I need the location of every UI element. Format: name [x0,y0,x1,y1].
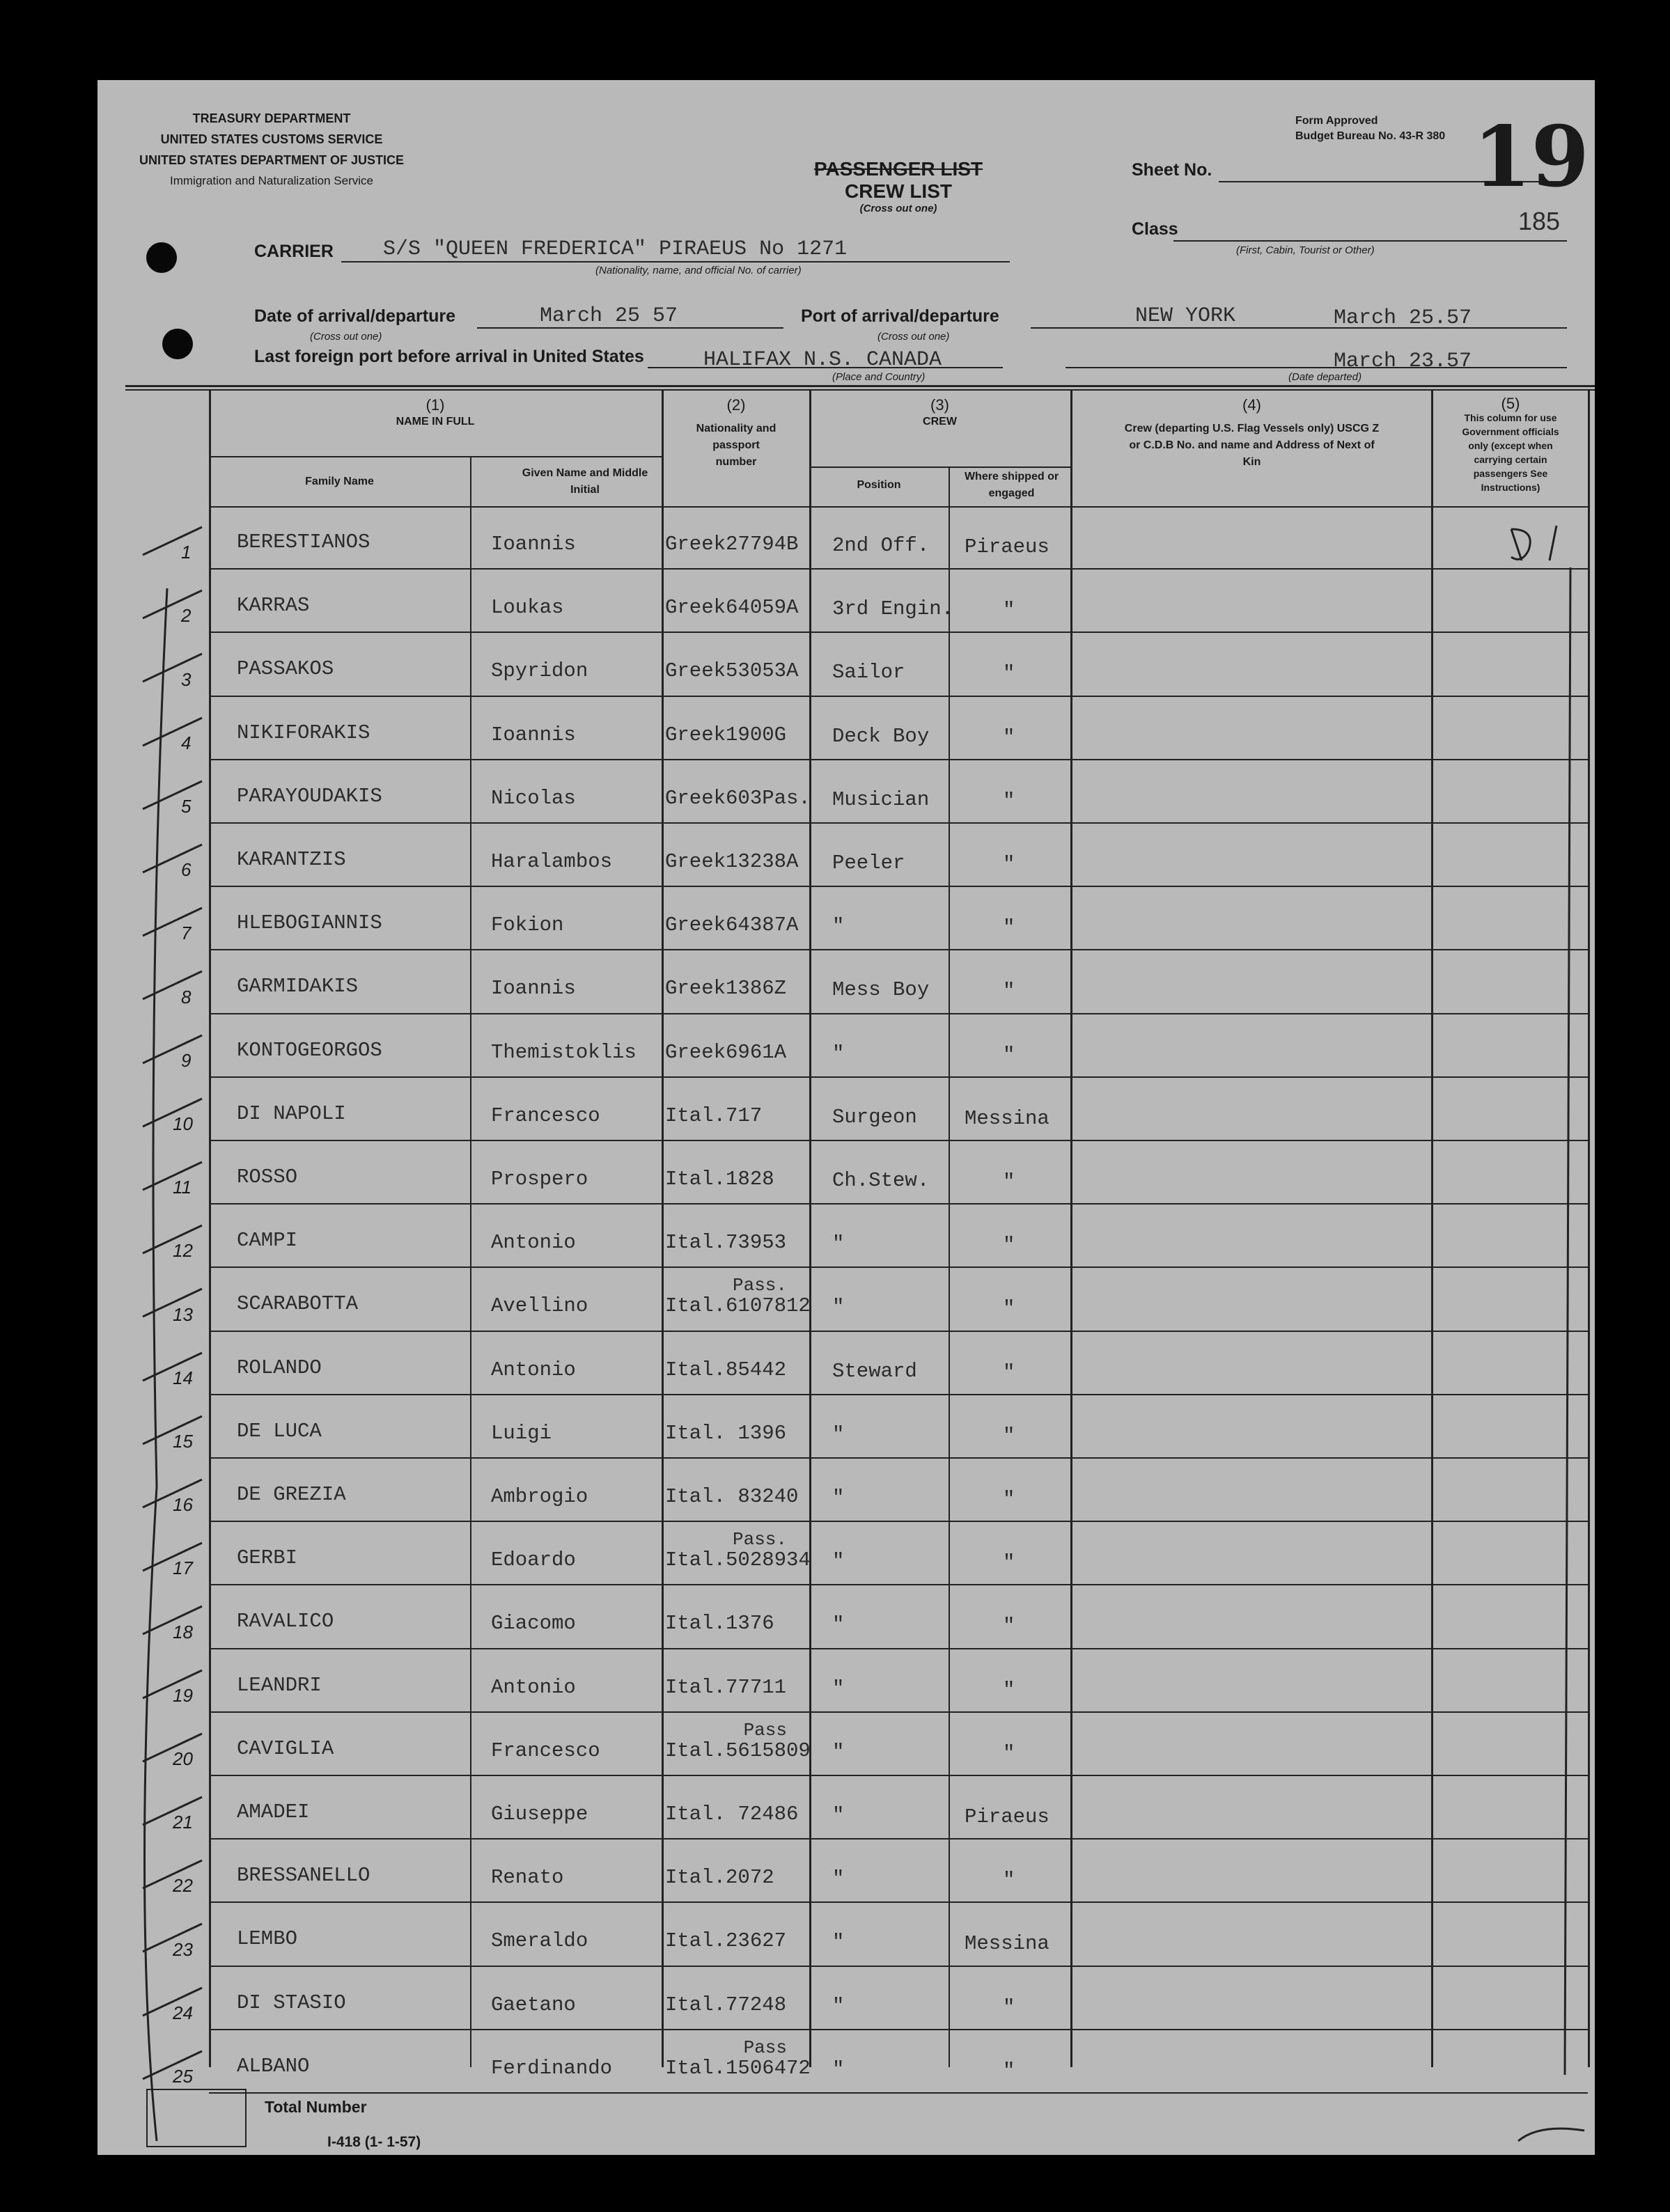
nationality-passport-cell: Ital.5615809 [665,1739,811,1762]
passport-note: Pass [743,2037,787,2058]
row-number: 11 [173,1177,192,1198]
family-name-cell: KONTOGEORGOS [237,1038,382,1062]
row-line [209,1775,1588,1776]
nationality-passport-cell: Ital.85442 [665,1358,787,1381]
row-line [209,1394,1588,1395]
table-top-line-2 [125,389,1595,391]
row-line [209,1711,1588,1713]
total-number-label: Total Number [265,2098,367,2116]
col-number: (2) [726,396,746,414]
shipped-cell: " [1003,1678,1015,1702]
family-name-cell: ROLANDO [237,1356,322,1379]
nationality-passport-cell: Ital.77248 [665,1993,787,2016]
family-name-cell: LEANDRI [237,1673,322,1697]
row-line [209,1457,1588,1459]
given-name-cell: Ioannis [491,723,576,746]
shipped-cell: " [1003,1424,1015,1448]
form-approved-line: Budget Bureau No. 43-R 380 [1295,130,1446,142]
row-line [209,1966,1588,1967]
row-number: 2 [181,605,192,627]
family-name-cell: NIKIFORAKIS [237,721,370,744]
sheet-no-label: Sheet No. [1132,160,1212,180]
given-name-cell: Fokion [491,913,564,937]
given-name-cell: Loukas [491,596,564,620]
row-line [209,1331,1588,1332]
row-line [209,1013,1588,1014]
carrier-line [341,261,1010,262]
row-line [209,822,1588,824]
row-line [209,1076,1588,1078]
col-title: CREW [923,416,957,428]
position-cell: Sailor [832,661,905,684]
nationality-passport-cell: Ital.23627 [665,1929,787,1953]
col-3-header [809,397,1070,430]
given-name-cell: Giuseppe [491,1803,588,1826]
family-name-header: Family Name [305,476,374,487]
depart-date: March 23.57 [1334,350,1472,373]
passport-note: Pass. [732,1529,787,1551]
family-name-cell: ALBANO [237,2054,310,2078]
nationality-passport-cell: Ital. 83240 [665,1485,799,1508]
shipped-cell: Piraeus [965,1805,1049,1828]
nationality-passport-cell: Ital. 72486 [665,1803,799,1826]
given-name-cell: Avellino [491,1294,588,1318]
col-title: Crew (departing U.S. Flag Vessels only) USCG Z or C.D.B No. and name and Address of Next of Kin [1124,423,1380,468]
subheader-line [809,466,1072,468]
port-value: NEW YORK [1135,304,1236,328]
row-line [209,1838,1588,1840]
arrival-date-label: Date of arrival/departure [254,306,455,326]
row-line [209,1203,1588,1205]
row-number: 4 [181,732,192,753]
shipped-cell: Piraeus [965,535,1049,558]
table-top-line [125,385,1595,387]
row-line [209,568,1588,570]
position-cell: " [832,1677,845,1700]
arrival-date-note: (Cross out one) [310,331,382,343]
punch-hole [146,242,177,273]
shipped-cell: " [1003,1741,1015,1765]
shipped-cell: " [1003,1551,1015,1575]
given-name-cell: Spyridon [491,659,588,683]
class-line [1173,240,1567,242]
row-number: 22 [173,1875,193,1897]
family-name-cell: CAVIGLIA [237,1736,334,1760]
position-cell: " [832,1804,845,1827]
nationality-passport-cell: Greek603Pas. [665,786,811,810]
port-note: (Cross out one) [877,331,950,343]
sheet-no-value: 19 [1473,108,1589,206]
row-number: 7 [181,923,192,944]
nationality-passport-cell: Ital.1506472 [665,2056,811,2080]
family-name-cell: RAVALICO [237,1610,334,1633]
given-name-cell: Francesco [491,1104,600,1127]
nationality-passport-cell: Greek13238A [665,850,799,873]
col-2-header [663,397,809,471]
given-name-cell: Francesco [491,1739,600,1762]
family-name-cell: KARRAS [237,594,310,618]
position-cell: " [832,1613,845,1637]
nationality-passport-cell: Ital.2072 [665,1866,774,1890]
position-cell: " [832,1232,845,1256]
port-label: Port of arrival/departure [801,306,999,326]
given-name-cell: Gaetano [491,1993,576,2016]
given-name-cell: Nicolas [491,786,576,810]
position-cell: Ch.Stew. [832,1169,930,1192]
row-line [209,1584,1588,1585]
shipped-cell: " [1003,662,1015,686]
col-title: Nationality and passport number [696,423,777,468]
port-line [1031,327,1567,329]
depart-date-line [1066,367,1567,368]
shipped-cell: Messina [965,1932,1049,1956]
shipped-cell: " [1003,1488,1015,1511]
row-number: 23 [173,1938,193,1960]
col-number: (1) [426,396,445,414]
nationality-passport-cell: Greek1386Z [665,977,787,1001]
tally-tick [136,520,212,562]
given-name-header: Given Name and Middle Initial [522,467,648,496]
shipped-cell: " [1003,1043,1015,1067]
header-bottom-line [209,506,1588,508]
shipped-cell: " [1003,1869,1015,1892]
last-port-note: (Place and Country) [832,371,926,383]
position-cell: " [832,1994,845,2018]
position-cell: " [832,1042,845,1065]
col-title: NAME IN FULL [396,416,475,428]
given-name-cell: Antonio [491,1231,576,1255]
family-name-cell: DI STASIO [237,1991,346,2014]
row-number: 9 [181,1049,192,1071]
family-name-cell: AMADEI [237,1801,310,1823]
shipped-cell: " [1003,980,1015,1003]
given-name-cell: Renato [491,1866,564,1890]
family-name-cell: GERBI [237,1546,298,1570]
family-name-cell: LEMBO [237,1927,298,1951]
subheader-line [209,456,663,457]
row-line [209,1140,1588,1141]
col-divider [470,456,471,2067]
nationality-passport-cell: Greek27794B [665,533,799,556]
row-line [209,2092,1588,2094]
arrival-date-value: March 25 57 [540,304,678,328]
position-cell: " [832,1867,845,1891]
shipped-cell: " [1003,1170,1015,1193]
last-port-label: Last foreign port before arrival in United States [254,347,644,366]
position-cell: Musician [832,787,930,811]
row-line [209,949,1588,950]
nationality-passport-cell: Ital. 1396 [665,1421,787,1445]
shipped-cell: " [1003,1995,1015,2019]
class-value: 185 [1518,207,1561,235]
row-line [209,2029,1588,2030]
position-cell: " [832,915,845,939]
punch-hole [162,329,193,359]
shipped-cell: " [1003,916,1015,940]
col-number: (3) [930,396,949,414]
family-name-cell: DI NAPOLI [237,1101,346,1125]
form-approved-line: Form Approved [1295,115,1378,127]
nationality-passport-cell: Ital.1828 [665,1168,774,1191]
passport-note: Pass. [732,1275,787,1296]
crew-list-title: CREW LIST [845,180,952,202]
class-label: Class [1132,219,1178,239]
row-line [209,886,1588,887]
passport-note: Pass [743,1719,787,1741]
shipped-cell: " [1003,1234,1015,1257]
shipped-header: Where shipped or engaged [964,471,1059,499]
row-line [209,632,1588,633]
tally-bracket [125,581,174,2155]
position-cell: " [832,1550,845,1574]
agency-line: TREASURY DEPARTMENT [192,111,351,125]
family-name-cell: CAMPI [237,1229,298,1253]
family-name-cell: BRESSANELLO [237,1864,370,1888]
given-name-cell: Prospero [491,1168,588,1191]
row-line [209,1266,1588,1268]
family-name-cell: DE GREZIA [237,1483,346,1506]
position-header: Position [857,479,901,491]
shipped-cell: " [1003,725,1015,749]
position-cell: " [832,1487,845,1509]
carrier-label: CARRIER [254,242,334,261]
position-cell: 2nd Off. [832,534,930,557]
row-number: 12 [173,1240,193,1262]
col-title: This column for use Government officials only (except when carrying certain passengers See Instructions) [1462,412,1559,493]
row-number: 13 [173,1303,193,1325]
given-name-cell: Giacomo [491,1612,576,1636]
position-cell: Mess Boy [832,978,930,1002]
col-1-header [209,397,662,430]
class-note: (First, Cabin, Tourist or Other) [1236,244,1375,256]
total-number-box [146,2089,247,2147]
official-check-mark [1435,508,1595,2165]
row-line [209,696,1588,697]
given-name-cell: Ioannis [491,977,576,1001]
nationality-passport-cell: Greek1900G [665,723,787,746]
port-date: March 25.57 [1334,306,1472,330]
given-name-cell: Ioannis [491,533,576,556]
position-cell: " [832,1740,845,1764]
given-name-cell: Edoardo [491,1548,576,1572]
nationality-passport-cell: Greek64387A [665,913,799,937]
row-line [209,1648,1588,1649]
position-cell: Steward [832,1359,917,1383]
row-number: 3 [181,668,192,690]
given-name-cell: Themistoklis [491,1040,637,1064]
family-name-cell: HLEBOGIANNIS [237,911,382,935]
agency-line: UNITED STATES DEPARTMENT OF JUSTICE [139,153,405,167]
row-number: 24 [173,2002,193,2023]
agency-header [139,108,404,191]
position-cell: " [832,1931,845,1954]
shipped-cell: " [1003,789,1015,813]
shipped-cell: " [1003,853,1015,876]
row-number: 21 [173,1812,193,1833]
col-number: (5) [1501,395,1520,412]
given-name-cell: Antonio [491,1675,576,1699]
given-name-cell: Luigi [491,1421,552,1445]
given-name-cell: Antonio [491,1358,576,1381]
manifest-sheet [97,80,1595,2155]
row-number: 8 [181,986,192,1007]
depart-date-note: (Date departed) [1288,371,1362,383]
carrier-note: (Nationality, name, and official No. of carrier) [595,265,802,276]
carrier-value: S/S "QUEEN FREDERICA" PIRAEUS No 1271 [383,237,848,261]
row-number: 14 [173,1367,193,1388]
nationality-passport-cell: Ital.77711 [665,1675,787,1699]
position-cell: Surgeon [832,1105,917,1129]
form-approved [1295,113,1445,144]
title-note: (Cross out one) [859,203,937,214]
family-name-cell: PASSAKOS [237,657,334,681]
row-number: 6 [181,859,192,881]
shipped-cell: " [1003,1360,1015,1384]
row-line [209,1521,1588,1522]
row-number: 18 [173,1621,193,1642]
col-divider [1431,389,1433,2067]
row-number: 16 [173,1494,193,1516]
col-5-header [1433,397,1588,494]
family-name-cell: DE LUCA [237,1419,322,1443]
nationality-passport-cell: Ital.5028934 [665,1548,811,1572]
row-number: 10 [173,1113,193,1134]
col-divider [1070,389,1072,2067]
given-name-cell: Smeraldo [491,1929,588,1953]
row-number: 15 [173,1431,193,1452]
last-port-value: HALIFAX N.S. CANADA [703,348,942,372]
given-name-cell: Ambrogio [491,1485,588,1508]
family-name-cell: SCARABOTTA [237,1292,359,1316]
position-cell: " [832,1422,845,1446]
passenger-list-title: PASSENGER LIST [813,158,983,180]
family-name-cell: BERESTIANOS [237,531,370,554]
form-number: I-418 (1- 1-57) [327,2134,421,2150]
agency-line: Immigration and Naturalization Service [170,174,373,187]
given-name-cell: Ferdinando [491,2056,613,2080]
nationality-passport-cell: Greek6961A [665,1040,787,1064]
row-number: 25 [173,2066,193,2087]
position-cell: " [832,1296,845,1319]
row-line [209,759,1588,760]
nationality-passport-cell: Ital.6107812 [665,1294,811,1318]
nationality-passport-cell: Ital.717 [665,1104,763,1127]
position-cell: Peeler [832,852,905,874]
row-number: 20 [173,1748,193,1769]
agency-line: UNITED STATES CUSTOMS SERVICE [160,132,383,146]
given-name-cell: Haralambos [491,850,613,873]
shipped-cell: " [1003,1297,1015,1321]
col-number: (4) [1242,396,1261,414]
position-cell: Deck Boy [832,724,930,748]
family-name-cell: KARANTZIS [237,848,346,871]
family-name-cell: PARAYOUDAKIS [237,784,382,808]
row-number: 5 [181,796,192,817]
position-cell: 3rd Engin. [832,597,954,621]
row-line [209,1901,1588,1903]
shipped-cell: " [1003,599,1015,622]
row-number: 17 [173,1558,193,1579]
nationality-passport-cell: Ital.1376 [665,1612,774,1636]
col-4-header [1072,397,1431,471]
row-number: 19 [173,1684,193,1706]
col-divider [662,389,664,2067]
nationality-passport-cell: Greek53053A [665,659,799,683]
family-name-cell: GARMIDAKIS [237,975,359,998]
shipped-cell: " [1003,2059,1015,2082]
form-title [759,158,1038,214]
shipped-cell: " [1003,1615,1015,1638]
nationality-passport-cell: Ital.73953 [665,1231,787,1255]
family-name-cell: ROSSO [237,1166,298,1189]
nationality-passport-cell: Greek64059A [665,596,799,620]
position-cell: " [832,2057,845,2081]
col-divider [809,389,811,2067]
shipped-cell: Messina [965,1106,1049,1130]
row-number: 1 [181,542,192,563]
